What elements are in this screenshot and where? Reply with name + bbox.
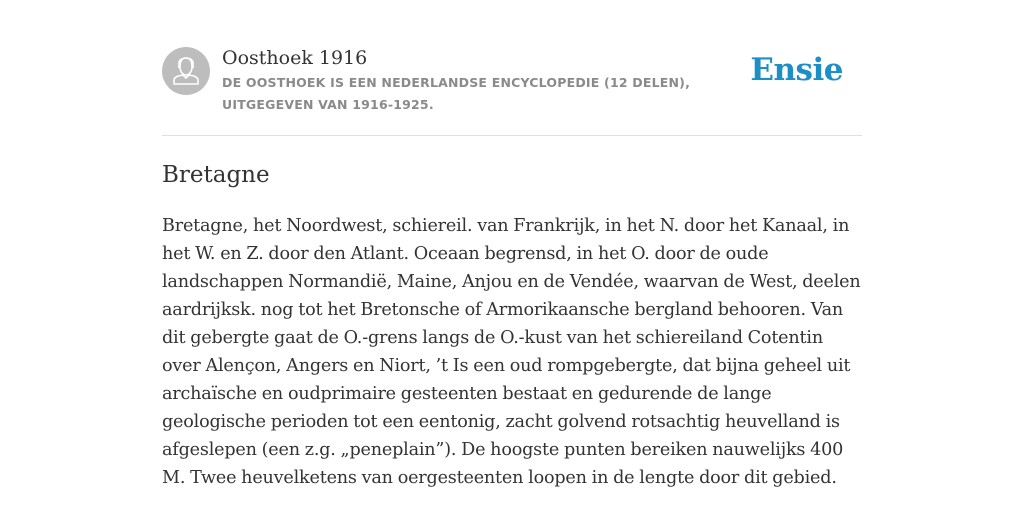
source-description: DE OOSTHOEK IS EEN NEDERLANDSE ENCYCLOPEDIE (12 DELEN), UITGEGEVEN VAN 1916-1925. bbox=[222, 75, 691, 112]
brand-logo[interactable]: Ensie bbox=[750, 52, 843, 88]
article-body: Bretagne, het Noordwest, schiereil. van Frankrijk, in het N. door het Kanaal, in het W. en Z. door den Atlant. Oceaan begrensd, in het O. door de oude landschappen Normandië, Maine, Anjou en de Vendée, waarvan de West, deelen aardrijksk. nog tot het Bretonsche of Armorikaansche bergland behooren. Van dit gebergte gaat de O.-grens langs de O.-kust van het schiereiland Cotentin over Alençon, Angers en Niort, ’t Is een oud rompgebergte, dat bijna geheel uit archaïsche en oudprimaire gesteenten bestaat en gedurende de lange geologische perioden tot een eentonig, zacht golvend rotsachtig heuvelland is afgeslepen (een z.g. „peneplain”). De hoogste punten bereiken nauwelijks 400 M. Twee heuvelketens van oergesteenten loopen in de lengte door dit gebied. bbox=[162, 216, 861, 488]
user-icon bbox=[162, 47, 210, 95]
source-header bbox=[162, 44, 862, 136]
source-title[interactable]: Oosthoek 1916 bbox=[222, 47, 368, 69]
avatar[interactable] bbox=[162, 47, 210, 95]
article-title: Bretagne bbox=[162, 162, 270, 188]
